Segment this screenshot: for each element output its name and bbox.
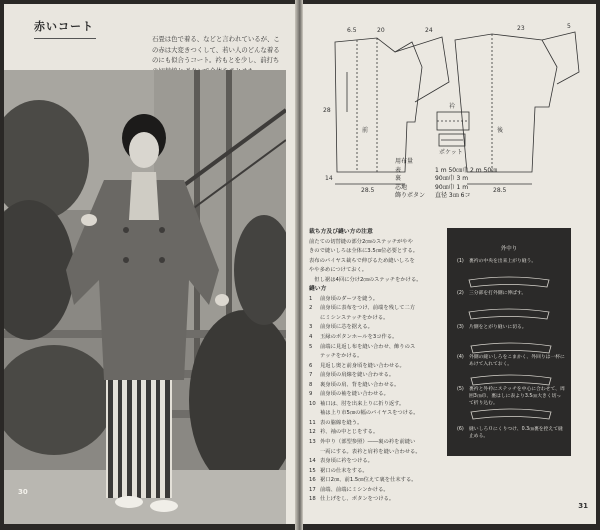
steps-list (309, 295, 443, 505)
step-item (309, 390, 443, 400)
panel-step-number: (3) (457, 325, 464, 330)
model-photo (4, 70, 286, 524)
panel-step-text: 三分部を打外側に伸ばす。 (469, 291, 527, 296)
step-number: 11 (309, 419, 316, 426)
step-text: 外中り（部型参照）――裏の衿を前縫い (320, 439, 416, 446)
panel-step (457, 258, 565, 265)
step-item (309, 400, 443, 410)
diagram-label: 6.5 (347, 27, 357, 34)
diagram-label: 後 (497, 127, 504, 134)
material-row: 表 1 m 50㎝巾 2 m 50㎝ (395, 166, 498, 174)
step-text: 表の脇線を縫う。 (320, 419, 363, 426)
panel-step-number: (4) (457, 355, 464, 360)
step-number: 4 (309, 334, 313, 341)
left-page (4, 4, 295, 524)
step-text: 仕上げをし、ボタンをつける。 (320, 496, 395, 503)
diagram-label: 5 (567, 23, 571, 30)
step-text: 表身頃に衿をつける。 (320, 458, 373, 465)
step-text: 前身頃のダーツを縫う。 (320, 295, 379, 302)
material-row: 芯地 90㎝巾 1 m (395, 183, 469, 191)
step-number: 10 (309, 400, 316, 407)
step-item (309, 333, 443, 343)
step-item (309, 419, 443, 429)
step-item (309, 362, 443, 372)
panel-step-text: 裏衿と外衿にステッチを中心に合わせて、周囲3㎝巾、裏はしに表より3.5㎝大きく切って折り込む。 (469, 387, 565, 406)
step-number: 15 (309, 467, 316, 474)
step-item (309, 457, 443, 467)
step-item (309, 352, 443, 362)
step-text: 見返し奥と前身頃を縫い合わせる。 (320, 362, 405, 369)
step-number: 1 (309, 295, 313, 302)
panel-title: 外中り (500, 246, 518, 252)
panel-step (457, 386, 565, 407)
collar-detail-panel (447, 228, 571, 456)
intro-line: の赤は大変きつくして、若い人のどんな着る (152, 45, 280, 54)
book-gutter (295, 0, 303, 530)
step-number: 14 (309, 458, 316, 465)
panel-step-text: 裏衿の中央を出来上がり縫う。 (469, 259, 537, 264)
step-item (309, 343, 443, 353)
intro-line: 石畳は色で着る、などと言われているが、こ (152, 35, 280, 43)
diagram-label: 20 (377, 27, 385, 34)
sewing-instructions (309, 228, 443, 505)
step-text: 裏身頃の肩、背を縫い合わせる。 (320, 381, 400, 388)
collar-shape-illustration (469, 374, 553, 388)
diagram-label: 28.5 (361, 187, 375, 194)
panel-step-text: 外側の縫いしろをこまかく、外回りは一杯にあけて入れておく。 (469, 355, 565, 367)
step-number: 5 (309, 343, 313, 350)
step-number: 8 (309, 381, 313, 388)
step-number: 13 (309, 439, 316, 446)
step-number: 2 (309, 305, 313, 312)
step-item (309, 381, 443, 391)
step-number: 6 (309, 362, 313, 369)
step-item (309, 323, 443, 333)
step-text: 前身頃に芯を据える。 (320, 324, 373, 331)
materials-heading: 用布量 (395, 158, 414, 165)
material-row: 飾りボタン 直径 3㎝ 6コ (395, 192, 471, 199)
step-number (309, 352, 320, 362)
page-title: 赤いコート (34, 20, 94, 33)
step-text: 玉縁のボタンホールを3コ作る。 (320, 334, 398, 341)
step-text: にミシンステッチをかける。 (320, 314, 389, 321)
panel-step-number: (2) (457, 291, 464, 296)
page-number: 30 (18, 488, 28, 496)
instructions-intro-line: 但し裾は4回に分け2㎝のステッチをかける。 (309, 276, 422, 283)
instructions-intro-line: きので縫いしろは全体に3.5㎝位必要とする。 (309, 248, 419, 255)
step-number: 17 (309, 486, 316, 493)
diagram-label: 28 (323, 107, 331, 114)
panel-step-number: (5) (457, 387, 464, 392)
step-number: 7 (309, 372, 313, 379)
step-number (309, 448, 320, 458)
panel-step-text: 縫いしろ０にくりつけ、0.3㎝裏を控えて縫止める。 (469, 427, 563, 439)
step-text: 前端に見返し布を縫い合わせ、飾りのス (320, 343, 416, 350)
instructions-intro-line: 表布のバイヤス裁ちで伸びるため縫いしろを (309, 257, 415, 264)
diagram-label: 前 (362, 127, 369, 134)
panel-step (457, 290, 565, 297)
materials-list (395, 158, 497, 201)
step-item (309, 371, 443, 381)
step-number (309, 409, 320, 419)
title-underline (34, 38, 96, 39)
diagram-label: 衿 (449, 103, 456, 110)
step-item (309, 295, 443, 305)
right-page (303, 4, 596, 524)
panel-step-number: (6) (457, 427, 464, 432)
instructions-intro-line: やや多めにつけておく。 (309, 267, 368, 274)
step-item (309, 486, 443, 496)
step-text: 裾口の仕末をする。 (320, 467, 368, 474)
panel-step (457, 324, 565, 331)
step-text: 袖口は、肘を出来上りに折り返す。 (320, 400, 405, 407)
step-text: 前身頃の袖を縫い合わせる。 (320, 391, 389, 398)
intro-line: のにも似合うコート。衿もとを少し、前打ち (152, 56, 280, 64)
instructions-title: 裁ち方及び縫い方の注意 (309, 229, 373, 235)
step-number: 3 (309, 324, 313, 331)
panel-step (457, 354, 565, 368)
diagram-label: 23 (517, 25, 525, 32)
collar-shape-illustration (467, 308, 551, 322)
step-item (309, 314, 443, 324)
panel-step (457, 426, 565, 440)
step-text: 前身頃に表布をつけ、前端を残して二方 (320, 305, 416, 312)
diagram-label: 28.5 (493, 187, 507, 194)
step-item (309, 467, 443, 477)
material-row: 裏 90㎝巾 3 m (395, 175, 469, 182)
panel-step-text: 片側をとがり縫いに切る。 (469, 325, 527, 330)
step-number: 9 (309, 391, 313, 398)
step-text: 裾口2㎝、前1.5㎝位えて裏を仕末する。 (320, 477, 417, 484)
collar-shape-illustration (469, 408, 553, 422)
step-item (309, 476, 443, 486)
page-number: 31 (578, 502, 588, 510)
panel-step-number: (1) (457, 259, 464, 264)
collar-shape-illustration (469, 342, 553, 356)
step-text: 前身頃の肩線を縫い合わせる。 (320, 372, 395, 379)
step-number: 16 (309, 477, 316, 484)
step-item (309, 438, 443, 448)
diagram-label: ポケット (439, 149, 463, 156)
step-item (309, 409, 443, 419)
step-text: 衿、袖の中とじをする。 (320, 429, 379, 436)
step-item (309, 304, 443, 314)
step-number: 12 (309, 429, 316, 436)
step-item (309, 428, 443, 438)
step-text: 袖は上り市5㎝の幅のバイヤスをつける。 (320, 410, 419, 417)
step-text: 前端、前端にミシンかける。 (320, 486, 389, 493)
diagram-label: 24 (425, 27, 433, 34)
step-number: 18 (309, 496, 316, 503)
title-block (34, 18, 96, 39)
step-number (309, 314, 320, 324)
step-item (309, 495, 443, 505)
step-item (309, 448, 443, 458)
step-text: テッチをかける。 (320, 353, 363, 360)
steps-subheading: 縫い方 (309, 286, 327, 293)
collar-shape-illustration (467, 276, 551, 290)
instructions-intro-line: 前たての切替縫の部分2㎝のステッチがやや (309, 238, 413, 245)
step-text: 一両にする。表衿と肩衿を縫い合わせる。 (320, 448, 421, 455)
diagram-label: 14 (325, 175, 333, 182)
